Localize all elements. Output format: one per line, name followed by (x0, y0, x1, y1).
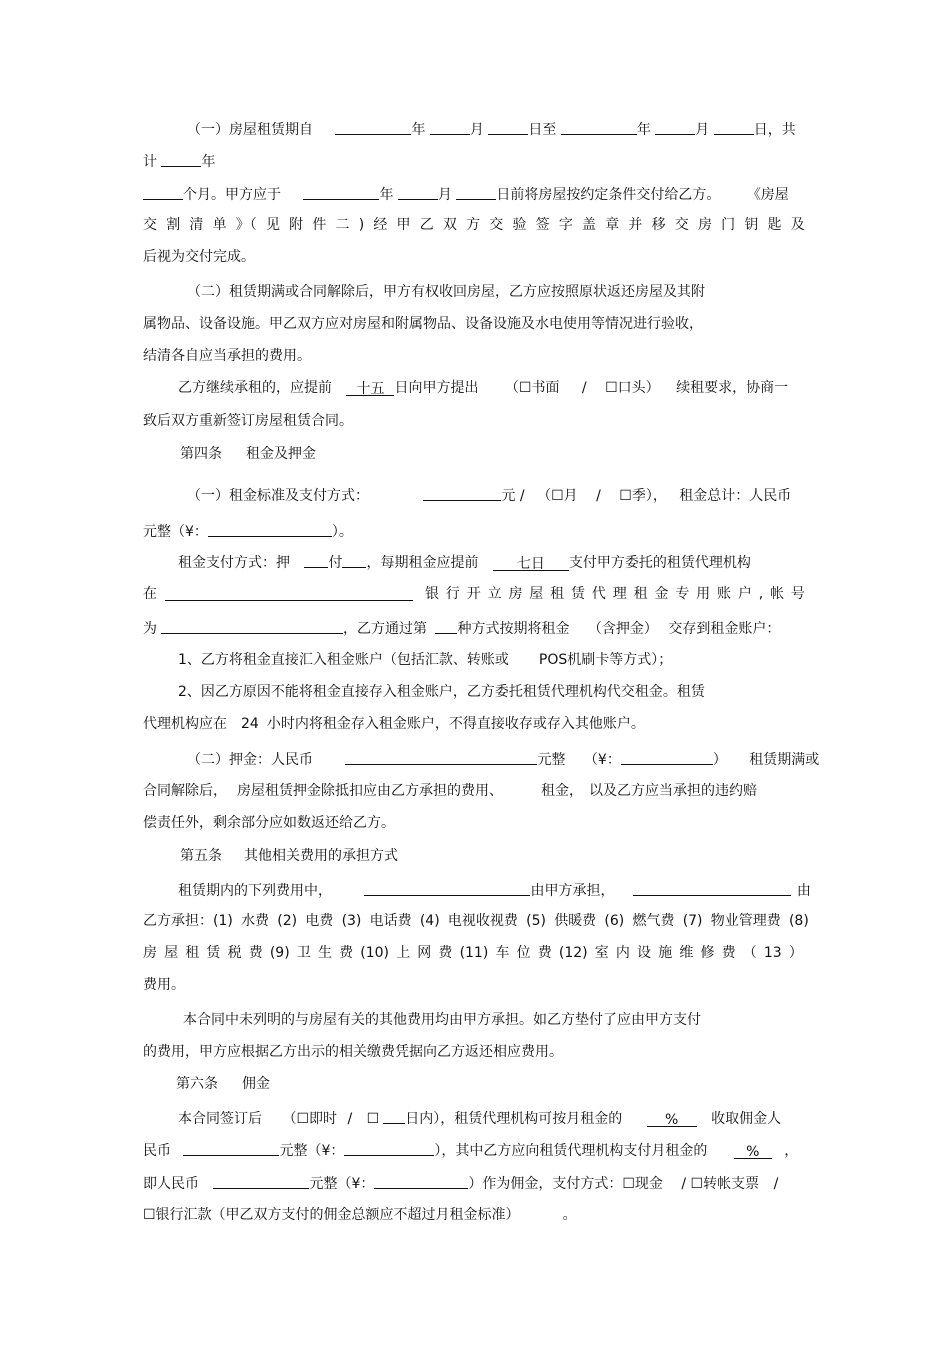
blank-total-years[interactable] (161, 150, 201, 167)
blank-start-year[interactable] (335, 118, 411, 135)
after-view-line: 后视为交付完成。 (143, 249, 255, 265)
renew-oral-checkbox[interactable]: ☐口头） (605, 380, 660, 396)
account-number-line: 为 ，乙方通过第 种方式按期将租金 （含押金） 交存到租金账户： (143, 617, 780, 639)
pay-months-field[interactable] (342, 551, 366, 568)
method-number-field[interactable] (435, 617, 457, 634)
blank-deliver-year[interactable] (303, 183, 379, 200)
payment-method-bank[interactable]: ☐银行汇款（甲乙双方支付的佣金总额应不超过月租金标准） (143, 1207, 513, 1223)
fees-line-1: 租赁期内的下列费用中， 由甲方承担， 由 (178, 879, 811, 901)
rent-season-checkbox[interactable]: ☐季）， (619, 488, 667, 504)
article-5-title: 第五条 其他相关费用的承担方式 (180, 848, 398, 864)
commission-rate-field[interactable]: % (647, 1110, 697, 1127)
tenant-rate-field[interactable]: % (734, 1142, 772, 1159)
deposit-line-3: 偿责任外，剩余部分应如数返还给乙方。 (143, 815, 395, 831)
method-item-2: 2、因乙方原因不能将租金直接存入租金账户，乙方委托租赁代理机构代交租金。租赁 (178, 684, 705, 700)
rent-month-checkbox[interactable]: （☐月 (537, 488, 578, 504)
rent-total-line: 元整（¥： ）。 (143, 520, 353, 542)
deposit-line-2: 合同解除后， 房屋租赁押金除抵扣应由乙方承担的费用、 租金， 以及乙方应当承担的违约赔 (143, 783, 757, 799)
renew-line-2: 致后双方重新签订房屋租赁合同。 (143, 413, 353, 429)
deposit-line-1: （二）押金：人民币 元整 （¥： ） 租赁期满或 (187, 748, 819, 770)
method-item-1: 1、乙方将租金直接汇入租金账户（包括汇款、转账或 POS机刷卡等方式）； (178, 652, 673, 668)
rent-standard-line: （一）租金标准及支付方式： 元 / （☐月 / ☐季）， 租金总计：人民币 (187, 484, 791, 506)
article-4-title: 第四条 租金及押金 (180, 446, 316, 462)
bank-account-line: 在 (143, 586, 157, 602)
commission-line-3: 即人民币 元整（¥： ）作为佣金，支付方式：☐现金 / ☐转帐支票 / (143, 1172, 778, 1194)
rent-total-field[interactable] (208, 520, 332, 537)
renew-days-field[interactable]: 十五 (346, 379, 394, 396)
article-6-title: 第六条 佣金 (176, 1076, 270, 1092)
deposit-amount-field[interactable] (345, 748, 537, 765)
commission-line-1: 本合同签订后 （☐即时 / ☐ 日内），租赁代理机构可按月租金的 % 收取佣金人 (178, 1107, 781, 1129)
blank-start-day[interactable] (488, 118, 528, 135)
return-line-1: （二）租赁期满或合同解除后，甲方有权收回房屋，乙方应按照原状返还房屋及其附 (187, 284, 705, 300)
commission-immediate-checkbox[interactable]: （☐即时 (282, 1111, 338, 1127)
bank-account-text: 银 行 开 立 房 屋 租 赁 代 理 租 金 专 用 账 户 , 帐 号 (425, 586, 805, 602)
rent-amount-field[interactable] (423, 484, 501, 501)
fees-party-a-field[interactable] (364, 879, 530, 896)
commission-amount-field[interactable] (183, 1139, 279, 1156)
account-number-field[interactable] (161, 617, 343, 634)
fees-line-2: 乙方承担：(1) 水费 (2) 电费 (3) 电话费 (4) 电视收视费 (5) 供暖费 (6) 燃气费 (7) 物业管理费 (8) (143, 913, 809, 929)
lease-term-line-3: 个月。甲方应于 年 月 日前将房屋按约定条件交付给乙方。 《房屋 (143, 183, 789, 205)
tenant-commission-field[interactable] (213, 1172, 309, 1189)
blank-total-months[interactable] (143, 183, 183, 200)
other-fees-line-2: 的费用，甲方应根据乙方出示的相关缴费凭据向乙方返还相应费用。 (143, 1044, 563, 1060)
bank-name-blank-wrap (165, 584, 413, 606)
advance-days-field[interactable]: 七日 (493, 554, 569, 571)
commission-line-4: ☐银行汇款（甲乙双方支付的佣金总额应不超过月租金标准） 。 (143, 1207, 577, 1223)
tenant-commission-figure-field[interactable] (374, 1172, 468, 1189)
fees-line-3: 房 屋 租 赁 税 费 (9) 卫 生 费 (10) 上 网 费 (11) 车 位 费 (12) 室 内 设 施 维 修 费 （ 13 ） (143, 945, 803, 961)
deposit-figure-field[interactable] (621, 748, 713, 765)
commission-days-field[interactable] (383, 1107, 405, 1124)
blank-deliver-day[interactable] (456, 183, 496, 200)
commission-figure-field[interactable] (344, 1139, 434, 1156)
deposit-months-field[interactable] (304, 551, 328, 568)
commission-line-2: 民币 元整（¥： ），其中乙方应向租赁代理机构支付月租金的 % ， (143, 1139, 798, 1161)
other-fees-line-1: 本合同中未列明的与房屋有关的其他费用均由甲方承担。如乙方垫付了应由甲方支付 (183, 1012, 701, 1028)
return-line-2: 属物品、设备设施。甲乙双方应对房屋和附属物品、设备设施及水电使用等情况进行验收， (143, 316, 703, 332)
bank-name-field[interactable] (165, 584, 413, 601)
renew-line-1: 乙方继续承租的，应提前 十五 日向甲方提出 （☐书面 / ☐口头） 续租要求，协商一 (178, 380, 789, 397)
fees-line-4: 费用。 (143, 977, 185, 993)
return-line-3: 结清各自应当承担的费用。 (143, 348, 311, 364)
blank-deliver-month[interactable] (398, 183, 438, 200)
lease-term-line-1: （一）房屋租赁期自 年 月 日至 年 月 日，共 (187, 118, 796, 140)
blank-end-month[interactable] (655, 118, 695, 135)
method-item-2-cont: 代理机构应在 24 小时内将租金存入租金账户，不得直接收存或存入其他账户。 (143, 716, 645, 732)
handover-list-line: 交 割 清 单 》（ 见 附 件 二 ) 经 甲 乙 双 方 交 验 签 字 盖 章 并 移 交 房 门 钥 匙 及 (143, 217, 805, 233)
payment-line: 租金支付方式：押 付 ，每期租金应提前 七日 支付甲方委托的租赁代理机构 (178, 551, 751, 573)
fees-party-b-field[interactable] (633, 879, 791, 896)
payment-method-transfer[interactable]: / ☐转帐支票 (681, 1176, 760, 1192)
blank-end-year[interactable] (561, 118, 637, 135)
renew-written-checkbox[interactable]: （☐书面 (504, 380, 560, 396)
blank-end-day[interactable] (714, 118, 754, 135)
blank-start-month[interactable] (430, 118, 470, 135)
commission-days-checkbox[interactable]: ☐ (366, 1111, 380, 1127)
lease-term-line-2: 计 年 (143, 150, 215, 172)
